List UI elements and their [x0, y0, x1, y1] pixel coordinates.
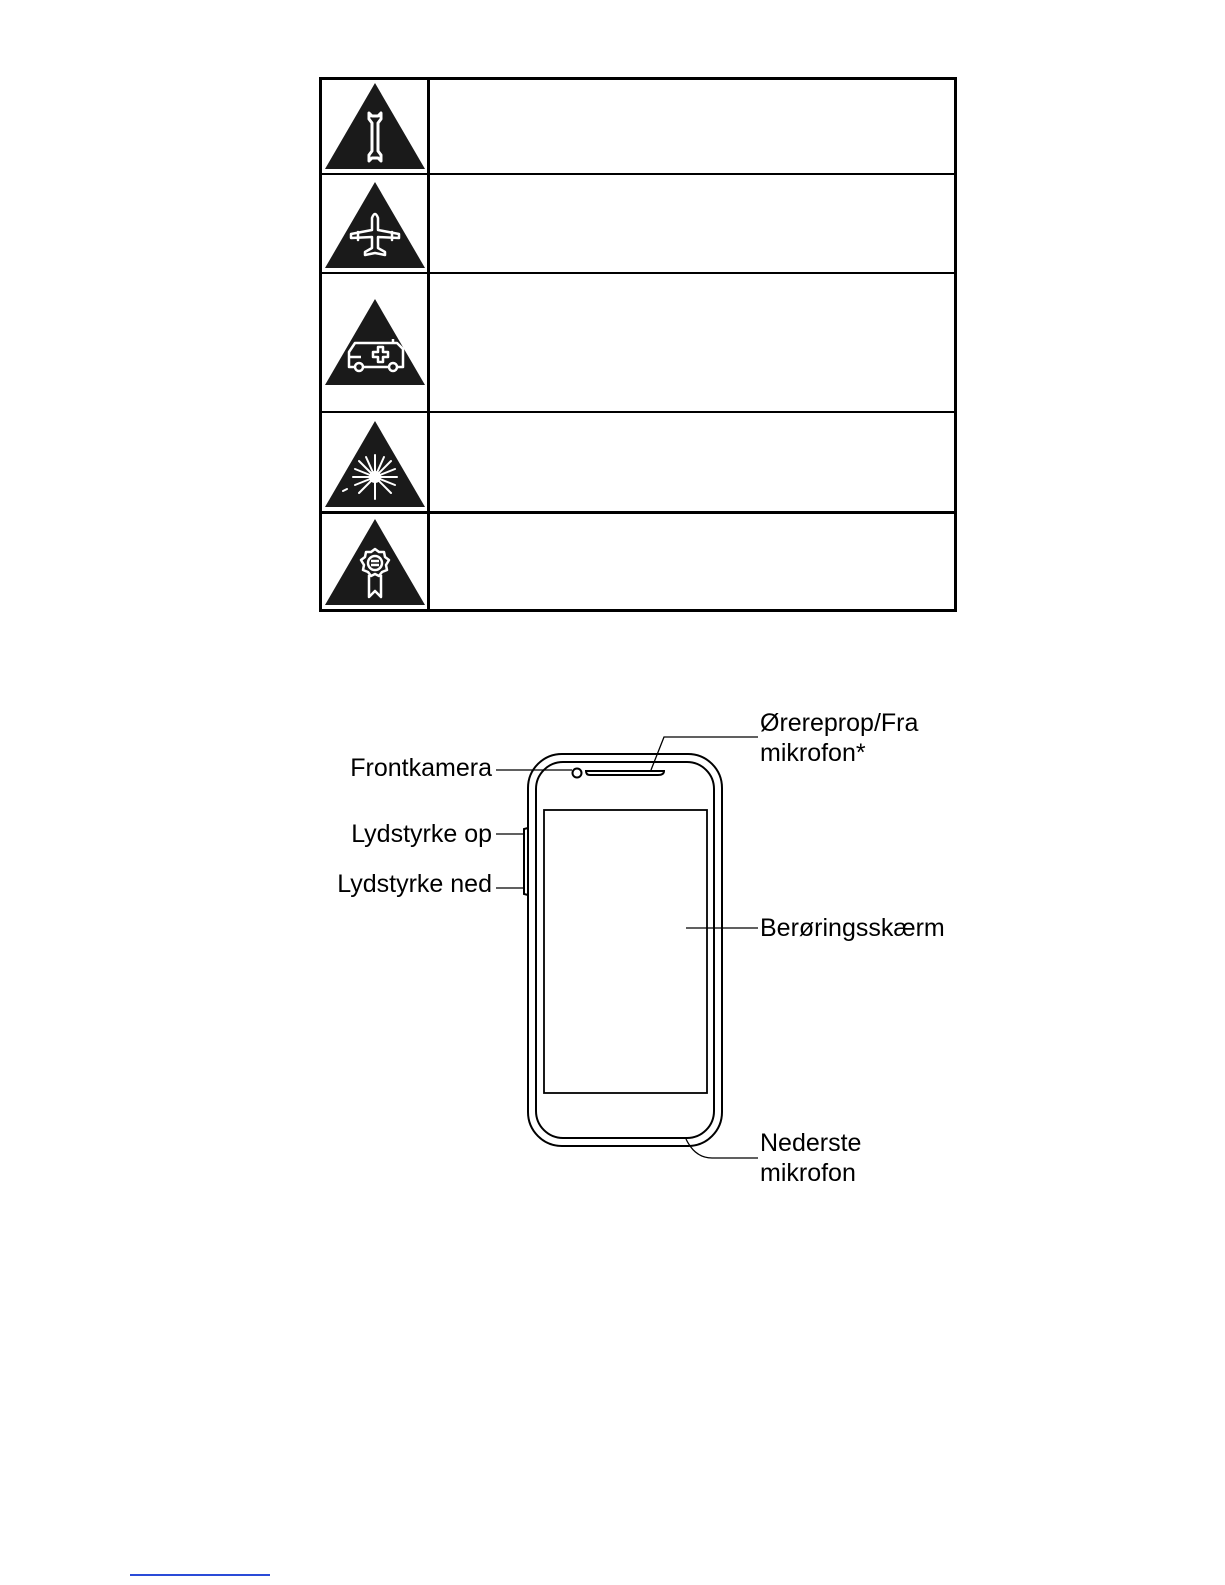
label-front-camera: Frontkamera — [350, 754, 492, 782]
leader-bottom-mic — [686, 1139, 758, 1158]
certification-ribbon-icon — [322, 514, 430, 609]
label-earpiece-line2: mikrofon* — [760, 739, 866, 767]
label-bottom-mic-line2: mikrofon — [760, 1159, 856, 1187]
volume-buttons — [524, 828, 528, 895]
warning-row-certification — [322, 513, 954, 609]
leader-earpiece — [651, 737, 758, 770]
warning-row-explosion — [322, 413, 954, 513]
warning-row-airplane — [322, 175, 954, 274]
warning-icons-table — [319, 77, 957, 612]
phone-bezel — [536, 762, 714, 1138]
warning-text-medical — [430, 274, 954, 411]
label-volume-down: Lydstyrke ned — [337, 870, 492, 898]
warning-text-certification — [430, 514, 954, 609]
warning-text-airplane — [430, 175, 954, 272]
explosion-icon — [322, 413, 430, 511]
wrench-icon — [322, 80, 430, 173]
warning-row-maintenance — [322, 80, 954, 175]
label-bottom-mic: Nederste — [760, 1129, 862, 1157]
touchscreen-area — [544, 810, 707, 1093]
warning-text-maintenance — [430, 80, 954, 173]
phone-body — [528, 754, 722, 1146]
label-volume-up: Lydstyrke op — [351, 820, 492, 848]
ambulance-icon — [322, 274, 430, 411]
label-earpiece: Ørereprop/Fra — [760, 709, 919, 737]
earpiece-slot — [586, 771, 664, 775]
label-touchscreen: Berøringsskærm — [760, 914, 945, 942]
airplane-icon — [322, 175, 430, 272]
warning-text-explosion — [430, 413, 954, 511]
front-camera-lens — [573, 769, 582, 778]
warning-row-medical — [322, 274, 954, 413]
footer-link-rule — [130, 1574, 270, 1576]
